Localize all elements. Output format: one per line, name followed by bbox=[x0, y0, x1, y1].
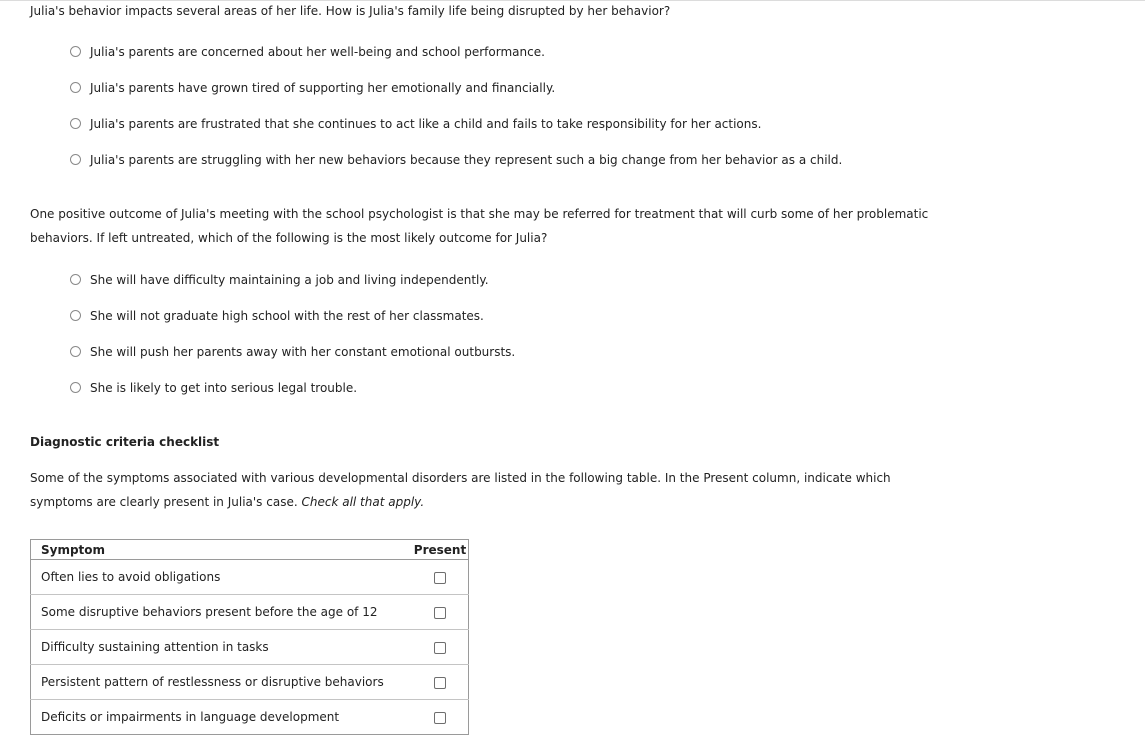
symptom-cell: Persistent pattern of restlessness or disruptive behaviors bbox=[31, 665, 413, 700]
radio-button[interactable] bbox=[70, 46, 81, 57]
radio-button[interactable] bbox=[70, 346, 81, 357]
question-2-option[interactable] bbox=[70, 308, 515, 344]
symptom-cell: Some disruptive behaviors present before the age of 12 bbox=[31, 595, 413, 630]
checklist-title: Diagnostic criteria checklist bbox=[30, 435, 220, 449]
option-label: Julia's parents are struggling with her new behaviors because they represent such a big change from her behavior as a child. bbox=[90, 153, 843, 167]
question-1-option[interactable] bbox=[70, 152, 842, 188]
question-1-option[interactable] bbox=[70, 80, 842, 116]
question-2-options bbox=[70, 272, 515, 416]
option-label: She will not graduate high school with the rest of her classmates. bbox=[90, 309, 484, 323]
question-2-option[interactable] bbox=[70, 380, 515, 416]
option-label: Julia's parents have grown tired of supporting her emotionally and financially. bbox=[90, 81, 556, 95]
question-2-prompt bbox=[30, 202, 970, 250]
symptom-cell: Deficits or impairments in language development bbox=[41, 710, 340, 724]
present-checkbox[interactable] bbox=[434, 642, 446, 654]
question-2-prompt-line-1: One positive outcome of Julia's meeting with the school psychologist is that she may be referred for treatment that will curb some of her problematic bbox=[30, 207, 929, 221]
option-label: Julia's parents are concerned about her well-being and school performance. bbox=[90, 45, 545, 59]
symptom-checklist-table bbox=[30, 539, 469, 735]
radio-button[interactable] bbox=[70, 310, 81, 321]
present-cell bbox=[412, 595, 469, 630]
option-label: She is likely to get into serious legal trouble. bbox=[90, 381, 358, 395]
question-2-option[interactable] bbox=[70, 344, 515, 380]
question-1-prompt: Julia's behavior impacts several areas of her life. How is Julia's family life being disrupted by her behavior? bbox=[30, 4, 671, 18]
radio-button[interactable] bbox=[70, 82, 81, 93]
option-label: She will push her parents away with her constant emotional outbursts. bbox=[90, 345, 516, 359]
present-checkbox[interactable] bbox=[434, 677, 446, 689]
checklist-intro-text: symptoms are clearly present in Julia's case. bbox=[30, 495, 298, 509]
present-checkbox[interactable] bbox=[434, 607, 446, 619]
option-label: She will have difficulty maintaining a job and living independently. bbox=[90, 273, 489, 287]
top-divider bbox=[0, 0, 1145, 1]
table-row bbox=[31, 665, 469, 700]
checklist-intro bbox=[30, 466, 930, 514]
present-cell bbox=[412, 560, 469, 595]
radio-button[interactable] bbox=[70, 274, 81, 285]
symptom-cell: Difficulty sustaining attention in tasks bbox=[31, 630, 413, 665]
table-row bbox=[31, 700, 469, 735]
radio-button[interactable] bbox=[70, 118, 81, 129]
table-row bbox=[31, 595, 469, 630]
table-row bbox=[31, 630, 469, 665]
question-1-options bbox=[70, 44, 842, 188]
question-1-option[interactable] bbox=[70, 44, 842, 80]
question-2-prompt-line-2: behaviors. If left untreated, which of the following is the most likely outcome for Julia? bbox=[30, 231, 548, 245]
radio-button[interactable] bbox=[70, 154, 81, 165]
present-cell bbox=[412, 630, 469, 665]
option-label: Julia's parents are frustrated that she continues to act like a child and fails to take responsibility for her actions. bbox=[90, 117, 762, 131]
radio-button[interactable] bbox=[70, 382, 81, 393]
question-2-option[interactable] bbox=[70, 272, 515, 308]
question-1-option[interactable] bbox=[70, 116, 842, 152]
present-checkbox[interactable] bbox=[434, 712, 446, 724]
present-cell bbox=[412, 700, 469, 735]
present-cell bbox=[412, 665, 469, 700]
checklist-intro-emphasis: Check all that apply. bbox=[301, 495, 425, 509]
checklist-intro-line-1: Some of the symptoms associated with various developmental disorders are listed in the following table. In the Present column, indicate which bbox=[30, 471, 891, 485]
symptom-column-header: Symptom bbox=[31, 540, 413, 560]
present-column-header: Present bbox=[412, 540, 469, 560]
checklist-intro-line-2 bbox=[30, 490, 930, 514]
table-row bbox=[31, 560, 469, 595]
table-header-row bbox=[31, 540, 469, 560]
present-checkbox[interactable] bbox=[434, 572, 446, 584]
symptom-cell: Often lies to avoid obligations bbox=[31, 560, 413, 595]
